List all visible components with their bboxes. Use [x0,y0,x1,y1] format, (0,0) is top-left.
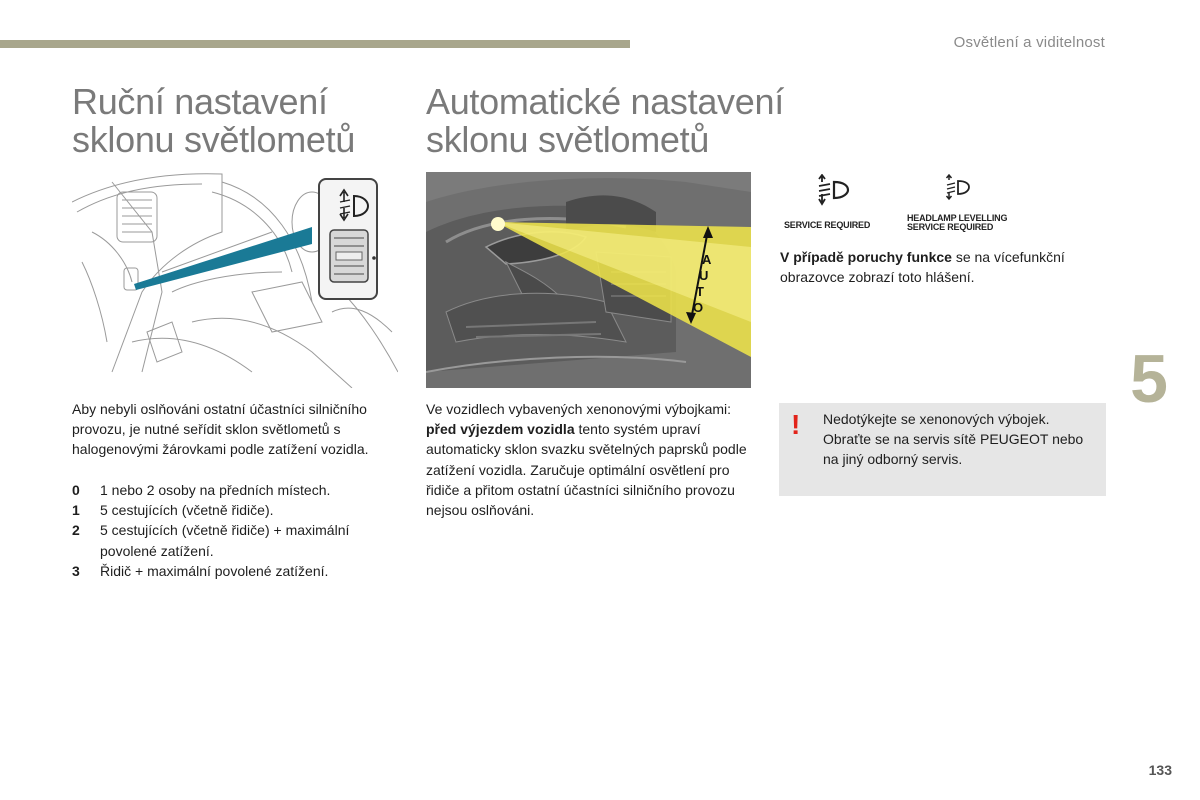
list-item-number: 1 [72,502,80,519]
manual-heading [72,83,355,159]
load-positions-list [72,480,402,581]
chapter-number: 5 [1130,341,1168,417]
automatic-heading-line2: sklonu světlometů [426,119,710,160]
automatic-heading [426,83,784,159]
xenon-headlamp-illustration [426,172,751,388]
list-item [72,480,402,500]
auto-label-u: U [699,268,709,283]
headlamp-levelling-label-line1: HEADLAMP LEVELLING [907,213,1008,223]
manual-heading-line1: Ruční nastavení [72,81,328,122]
list-item-text: 5 cestujících (včetně řidiče). [100,502,274,519]
list-item-text: 1 nebo 2 osoby na předních místech. [100,482,331,498]
fault-text-bold: V případě poruchy funkce [780,249,952,265]
car-front-drawing [426,172,751,388]
auto-label-o: O [693,300,704,315]
manual-intro-text: Aby nebyli oslňováni ostatní účastníci silničního provozu, je nutné seřídit sklon světlometů s halogenovými žárovkami podle zatížení vozidla. [72,401,369,458]
headlamp-levelling-icon [319,179,377,299]
dashboard-drawing [72,172,398,388]
automatic-heading-line1: Automatické nastavení [426,81,784,122]
automatic-text-bold: před výjezdem vozidla [426,421,575,438]
section-title: Osvětlení a viditelnost [953,34,1105,51]
list-item-text: 5 cestujících (včetně řidiče) + maximální povolené zatížení. [100,522,350,559]
notice-text: Nedotýkejte se xenonových výbojek. Obraťte se na servis sítě PEUGEOT nebo na jiný odborný servis. [823,411,1084,468]
exclamation-icon: ! [791,409,801,440]
auto-label-t: T [696,284,704,299]
headlamp-levelling-label-line2: SERVICE REQUIRED [907,222,994,232]
list-item [72,561,402,581]
automatic-text-a: Ve vozidlech vybavených xenonovými výbojkami: [426,401,732,417]
auto-label-a: A [702,252,712,267]
warning-messages [784,174,1024,234]
automatic-text [426,399,756,520]
warning-notice [779,403,1106,496]
list-item-text: Řidič + maximální povolené zatížení. [100,562,329,579]
list-item [72,500,402,520]
automatic-text-b: tento systém upraví automaticky sklon svazku světelných paprsků podle zatížení vozidla. Zaručuje optimální osvětlení pro řidiče a přitom ostatní účastníci silničního provozu nejsou oslňováni. [426,421,747,519]
header-rule [0,40,630,48]
fault-text [780,247,1110,287]
list-item [72,520,402,560]
list-item-number: 3 [72,562,80,579]
service-required-message [784,174,870,230]
headlamp-service-icon [814,174,854,208]
fault-text-rest: se na vícefunkční obrazovce zobrazí toto hlášení. [780,249,1065,286]
headlamp-levelling-message [907,174,1007,232]
page-number: 133 [1148,762,1172,778]
headlamp-levelling-service-icon [943,174,973,202]
service-required-label: SERVICE REQUIRED [784,220,871,230]
dashboard-switch-illustration [72,172,398,388]
list-item-number: 2 [72,522,80,539]
manual-heading-line2: sklonu světlometů [72,119,356,160]
list-item-number: 0 [72,482,80,498]
